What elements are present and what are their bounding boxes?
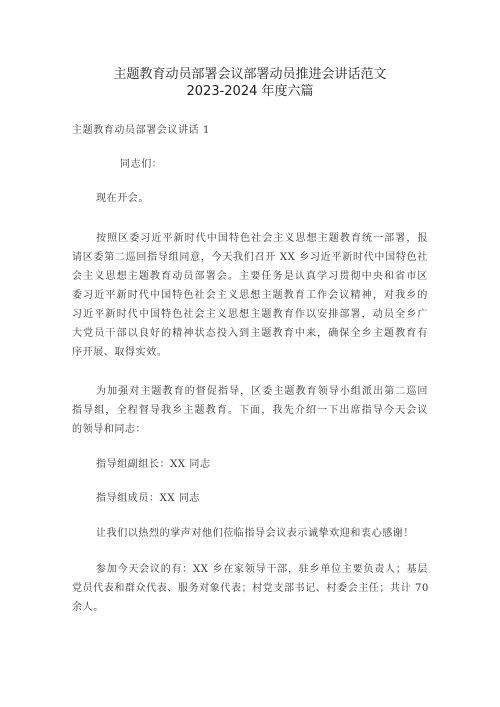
para1-line: 请区委第二巡回指导组同意，今天我们召开 XX 乡习近平新时代中国特色社 <box>72 252 428 263</box>
leader-line: 指导组副组长：XX 同志 <box>96 459 211 470</box>
section-subtitle: 主题教育动员部署会议讲话 1 <box>72 125 210 136</box>
document-title-line1: 主题教育动员部署会议部署动员推进会讲话范文 <box>113 67 387 82</box>
welcome-line: 让我们以热烈的掌声对他们莅临指导会议表示诚挚欢迎和衷心感谢！ <box>96 528 414 539</box>
para1-line: 会主义思想主题教育动员部署会。主要任务是认真学习贯彻中央和省市区 <box>72 271 428 282</box>
para1-line: 序开展、取得实效。 <box>72 347 168 358</box>
leader-line: 指导组成员：XX 同志 <box>96 493 201 504</box>
para1-line: 大党员干部以良好的精神状态投入到主题教育中来，确保全乡主题教育有 <box>72 328 428 339</box>
para1-line: 委习近平新时代中国特色社会主义思想主题教育工作会议精神，对我乡的 <box>72 290 428 301</box>
opening-line: 现在开会。 <box>96 193 149 204</box>
salutation: 同志们： <box>120 159 163 170</box>
para3-line: 参加今天会议的有：XX 乡在家领导干部，驻乡单位主要负责人；基层 <box>96 564 428 575</box>
para3-line: 党员代表和群众代表、服务对象代表；村党支部书记、村委会主任；共计 70 <box>72 583 429 594</box>
para2-line: 指导组，全程督导我乡主题教育。下面，我先介绍一下出席指导今天会议 <box>72 405 428 416</box>
document-title-line2: 2023-2024 年度六篇 <box>186 84 314 99</box>
para3-line: 余人。 <box>72 602 104 613</box>
para1-line: 按照区委习近平新时代中国特色社会主义思想主题教育统一部署，报 <box>96 233 428 244</box>
para1-line: 习近平新时代中国特色社会主义思想主题教育作以安排部署，动员全乡广 <box>72 309 428 320</box>
para2-line: 的领导和同志： <box>72 424 147 435</box>
para2-line: 为加强对主题教育的督促指导，区委主题教育领导小组派出第二巡回 <box>96 386 428 397</box>
